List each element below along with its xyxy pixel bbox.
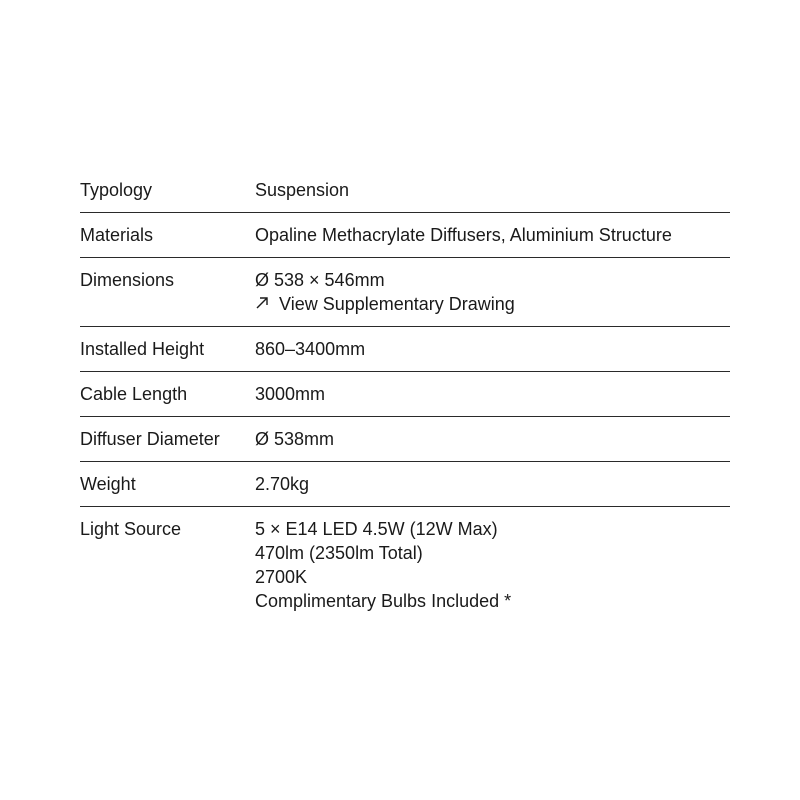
spec-value-line: Opaline Methacrylate Diffusers, Aluminium Structure: [255, 225, 672, 245]
spec-row-installed-height: [80, 327, 730, 372]
spec-value-line: Complimentary Bulbs Included *: [255, 591, 512, 611]
spec-value-line: Ø 538 × 546mm: [255, 270, 385, 290]
spec-value: [255, 427, 730, 451]
arrow-up-right-icon: [255, 296, 269, 310]
spec-value-line: 2700K: [255, 567, 308, 587]
spec-value-line: 3000mm: [255, 384, 326, 404]
spec-label: Cable Length: [80, 384, 188, 404]
spec-row-typology: [80, 168, 730, 213]
spec-value: [255, 223, 730, 247]
spec-table: [80, 168, 730, 623]
spec-label: Weight: [80, 474, 136, 494]
link-text: View Supplementary Drawing: [279, 294, 515, 314]
spec-value-line: Suspension: [255, 180, 350, 200]
spec-value: [255, 178, 730, 202]
spec-value-line: 2.70kg: [255, 474, 310, 494]
spec-value: [255, 382, 730, 406]
spec-value-line: 5 × E14 LED 4.5W (12W Max): [255, 519, 498, 539]
spec-row-light-source: [80, 507, 730, 623]
spec-value-line: 860–3400mm: [255, 339, 366, 359]
spec-row-dimensions: [80, 258, 730, 327]
spec-row-cable-length: [80, 372, 730, 417]
spec-row-materials: [80, 213, 730, 258]
view-supplementary-drawing-link[interactable]: [255, 292, 730, 316]
spec-label: Light Source: [80, 519, 182, 539]
spec-value: [255, 517, 730, 613]
spec-value: [255, 268, 730, 316]
spec-label: Materials: [80, 225, 154, 245]
spec-value: [255, 337, 730, 361]
spec-label: Typology: [80, 180, 153, 200]
spec-row-diffuser-diameter: [80, 417, 730, 462]
spec-label: Dimensions: [80, 270, 175, 290]
spec-value-line: Ø 538mm: [255, 429, 335, 449]
spec-label: Installed Height: [80, 339, 205, 359]
spec-value: [255, 472, 730, 496]
spec-label: Diffuser Diameter: [80, 429, 220, 449]
spec-row-weight: [80, 462, 730, 507]
spec-value-line: 470lm (2350lm Total): [255, 543, 423, 563]
